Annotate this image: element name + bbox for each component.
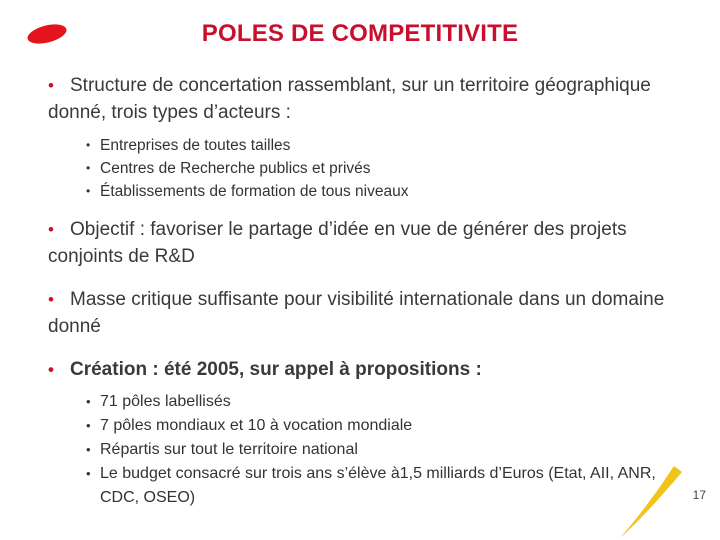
bullet-marker: •: [48, 76, 54, 95]
bullet-masse-critique-text: Masse critique suffisante pour visibilité internationale dans un domaine donné: [48, 289, 665, 337]
bullet-marker: •: [48, 290, 54, 309]
slide-title: POLES DE COMPETITIVITE: [201, 20, 519, 47]
actor-types-list: [86, 134, 686, 203]
list-item: • Établissements de formation de tous niveaux: [86, 180, 686, 203]
page-number: 17: [692, 488, 706, 502]
list-item: • Répartis sur tout le territoire national: [86, 438, 696, 462]
bullet-creation: [48, 356, 698, 383]
list-item: • 71 pôles labellisés: [86, 390, 696, 414]
list-item: • Entreprises de toutes tailles: [86, 134, 686, 157]
yellow-swoosh-icon: [614, 464, 684, 540]
bullet-masse-critique: [48, 286, 698, 340]
list-item: • Centres de Recherche publics et privés: [86, 157, 686, 180]
list-item: • 7 pôles mondiaux et 10 à vocation mondiale: [86, 414, 696, 438]
bullet-marker: •: [48, 220, 54, 239]
bullet-marker: •: [48, 360, 54, 379]
creation-details-list: [86, 390, 696, 510]
bullet-objectif-text: Objectif : favoriser le partage d’idée en vue de générer des projets conjoints de R&D: [48, 219, 627, 267]
bullet-structure-text: Structure de concertation rassemblant, sur un territoire géographique donné, trois types d’acteurs :: [48, 75, 651, 123]
bullet-objectif: [48, 216, 698, 270]
list-item: • Le budget consacré sur trois ans s’élève à1,5 milliards d’Euros (Etat, AII, ANR, CDC, OSEO): [86, 462, 696, 510]
bullet-creation-text: Création : été 2005, sur appel à propositions :: [70, 359, 482, 380]
bullet-structure: [48, 72, 698, 126]
